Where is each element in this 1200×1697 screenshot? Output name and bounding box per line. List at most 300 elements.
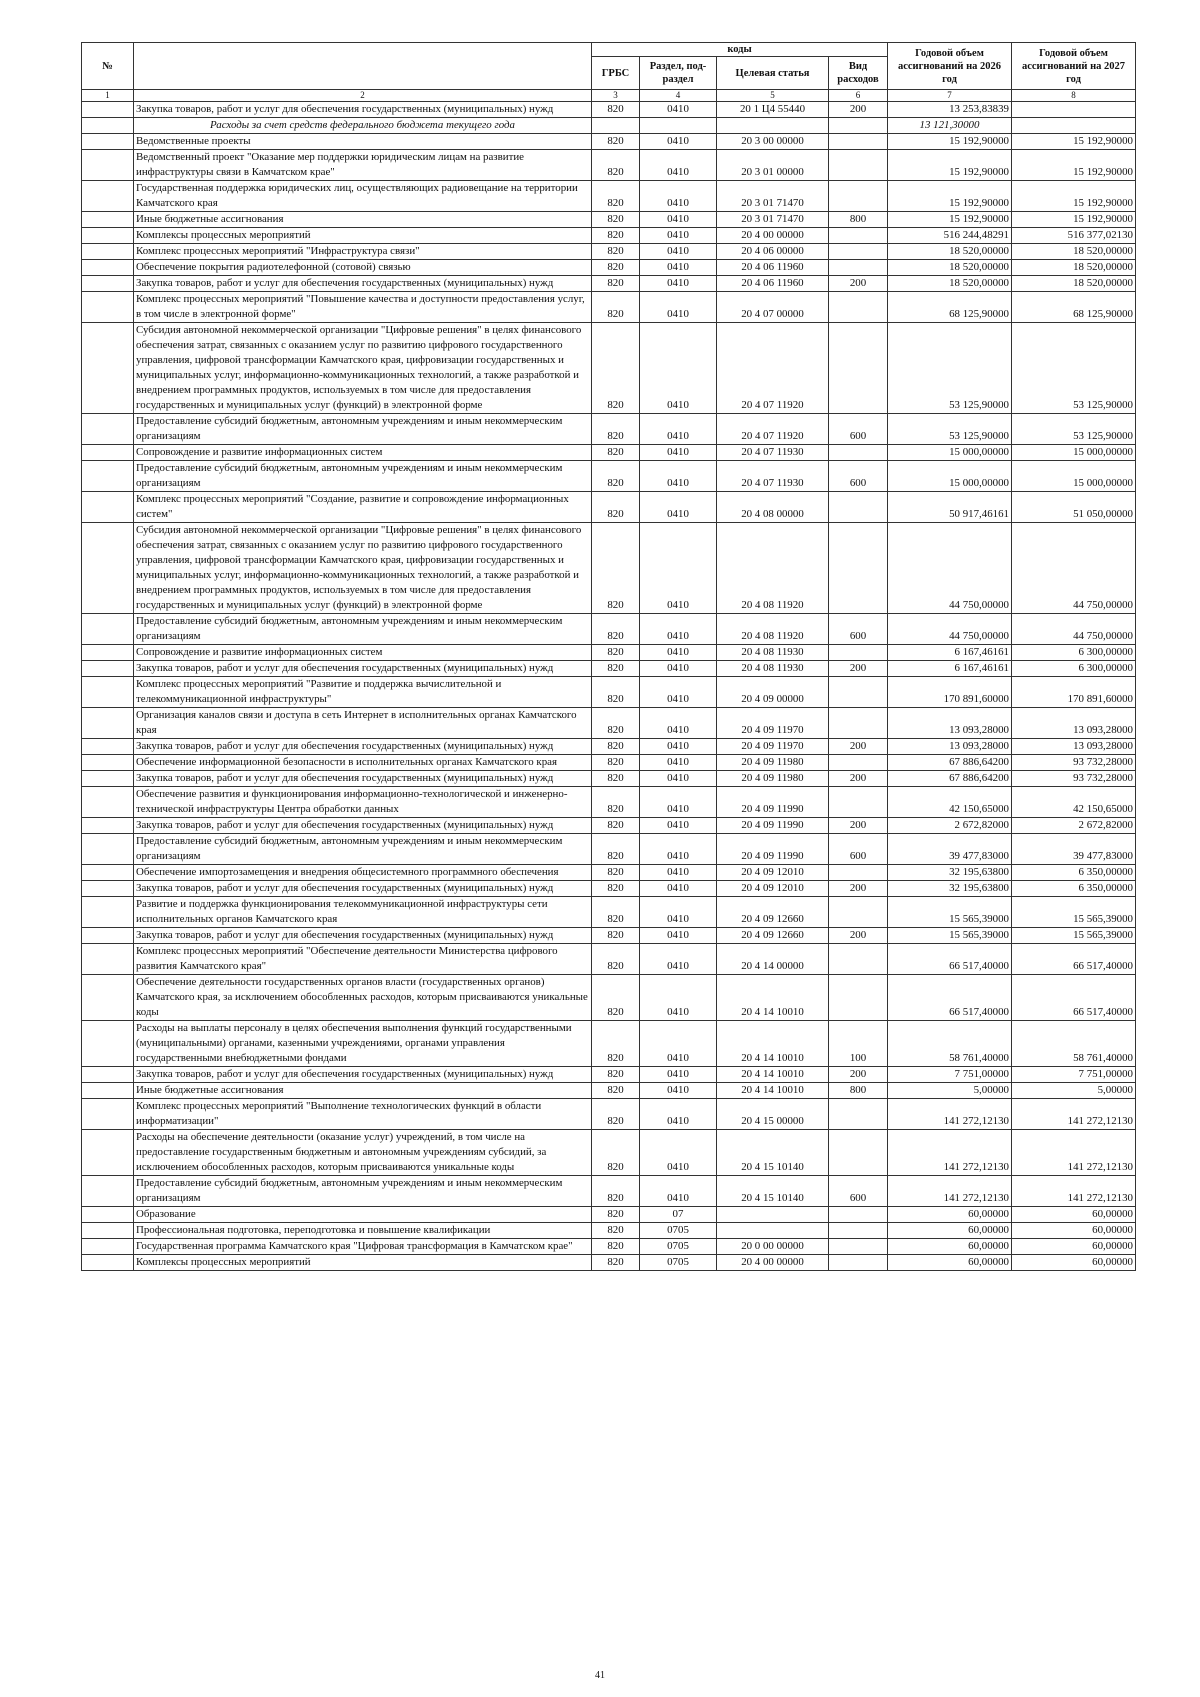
row-vid — [829, 492, 888, 523]
table-row — [82, 134, 1136, 150]
row-razdel: 0410 — [640, 1083, 717, 1099]
row-tselevaya: 20 4 14 10010 — [717, 1067, 829, 1083]
row-number-cell — [82, 771, 134, 787]
row-amount-2026: 170 891,60000 — [888, 677, 1012, 708]
row-vid — [829, 944, 888, 975]
row-amount-2026: 66 517,40000 — [888, 944, 1012, 975]
row-razdel: 0410 — [640, 771, 717, 787]
row-amount-2026: 141 272,12130 — [888, 1099, 1012, 1130]
table-row — [82, 276, 1136, 292]
row-grbs: 820 — [592, 212, 640, 228]
row-amount-2027: 170 891,60000 — [1012, 677, 1136, 708]
row-tselevaya: 20 4 14 10010 — [717, 1083, 829, 1099]
row-tselevaya: 20 4 14 10010 — [717, 975, 829, 1021]
row-amount-2027 — [1012, 118, 1136, 134]
row-tselevaya: 20 4 07 11930 — [717, 445, 829, 461]
row-amount-2027: 5,00000 — [1012, 1083, 1136, 1099]
row-amount-2027: 7 751,00000 — [1012, 1067, 1136, 1083]
row-grbs: 820 — [592, 818, 640, 834]
row-number-cell — [82, 523, 134, 614]
row-tselevaya: 20 4 08 11930 — [717, 661, 829, 677]
row-name: Расходы на обеспечение деятельности (оказание услуг) учреждений, в том числе на предоставление государственным бюджетным и автономным учреждениям субсидий, за исключением обособленных расходов, которым присваиваются уникальные коды — [134, 1130, 592, 1176]
row-amount-2027: 141 272,12130 — [1012, 1130, 1136, 1176]
row-amount-2027: 15 192,90000 — [1012, 134, 1136, 150]
row-name: Обеспечение деятельности государственных органов власти (государственных органов) Камчатского края, за исключением обособленных расходов, которым присваиваются уникальные коды — [134, 975, 592, 1021]
row-razdel: 0410 — [640, 523, 717, 614]
row-vid — [829, 1130, 888, 1176]
row-tselevaya — [717, 118, 829, 134]
row-number-cell — [82, 739, 134, 755]
table-row — [82, 944, 1136, 975]
row-amount-2027: 18 520,00000 — [1012, 260, 1136, 276]
row-vid: 600 — [829, 834, 888, 865]
row-vid — [829, 1223, 888, 1239]
row-name: Закупка товаров, работ и услуг для обеспечения государственных (муниципальных) нужд — [134, 818, 592, 834]
row-name: Закупка товаров, работ и услуг для обеспечения государственных (муниципальных) нужд — [134, 661, 592, 677]
row-number-cell — [82, 118, 134, 134]
row-tselevaya: 20 4 07 11920 — [717, 323, 829, 414]
row-tselevaya: 20 4 09 12010 — [717, 865, 829, 881]
row-name: Иные бюджетные ассигнования — [134, 1083, 592, 1099]
row-grbs: 820 — [592, 1099, 640, 1130]
row-tselevaya: 20 4 09 11970 — [717, 708, 829, 739]
row-name: Предоставление субсидий бюджетным, автономным учреждениям и иным некоммерческим организациям — [134, 614, 592, 645]
row-amount-2027: 516 377,02130 — [1012, 228, 1136, 244]
table-row — [82, 1255, 1136, 1271]
table-row — [82, 260, 1136, 276]
row-amount-2027: 66 517,40000 — [1012, 944, 1136, 975]
column-number-row — [82, 90, 1136, 102]
row-number-cell — [82, 1176, 134, 1207]
row-grbs: 820 — [592, 134, 640, 150]
row-grbs: 820 — [592, 1176, 640, 1207]
row-name: Профессиональная подготовка, переподготовка и повышение квалификации — [134, 1223, 592, 1239]
row-tselevaya: 20 3 01 00000 — [717, 150, 829, 181]
header-razdel: Раздел, под-раздел — [640, 57, 717, 90]
row-name: Закупка товаров, работ и услуг для обеспечения государственных (муниципальных) нужд — [134, 881, 592, 897]
row-amount-2026: 15 192,90000 — [888, 150, 1012, 181]
row-grbs: 820 — [592, 414, 640, 445]
row-name: Закупка товаров, работ и услуг для обеспечения государственных (муниципальных) нужд — [134, 1067, 592, 1083]
table-row — [82, 1021, 1136, 1067]
row-amount-2026: 67 886,64200 — [888, 755, 1012, 771]
header-tselevaya: Целевая статья — [717, 57, 829, 90]
row-vid — [829, 1207, 888, 1223]
row-grbs: 820 — [592, 276, 640, 292]
table-row — [82, 181, 1136, 212]
row-amount-2027: 93 732,28000 — [1012, 771, 1136, 787]
row-number-cell — [82, 445, 134, 461]
row-grbs — [592, 118, 640, 134]
table-row — [82, 614, 1136, 645]
table-row — [82, 865, 1136, 881]
row-amount-2026: 18 520,00000 — [888, 244, 1012, 260]
row-tselevaya: 20 4 08 00000 — [717, 492, 829, 523]
row-tselevaya: 20 0 00 00000 — [717, 1239, 829, 1255]
row-name: Обеспечение развития и функционирования информационно-технологической и инженерно-технической инфраструктуры Центра обработки данных — [134, 787, 592, 818]
row-name: Закупка товаров, работ и услуг для обеспечения государственных (муниципальных) нужд — [134, 102, 592, 118]
row-amount-2027: 42 150,65000 — [1012, 787, 1136, 818]
header-grbs: ГРБС — [592, 57, 640, 90]
row-number-cell — [82, 323, 134, 414]
column-number: 2 — [134, 90, 592, 102]
row-name: Субсидия автономной некоммерческой организации "Цифровые решения" в целях финансового обеспечения затрат, связанных с оказанием услуг по развитию цифрового государственного управления, цифровой трансформации Камчатского края, цифровизации государственных и муниципальных услуг, информационно-коммуникационных технологий, а также разработкой и внедрением программных продуктов, используемых в том числе для предоставления государственных и муниципальных услуг (функций) в электронной форме — [134, 523, 592, 614]
row-grbs: 820 — [592, 1239, 640, 1255]
table-row — [82, 1130, 1136, 1176]
row-number-cell — [82, 897, 134, 928]
header-year-2026: Годовой объем ассигнований на 2026 год — [888, 43, 1012, 90]
table-row — [82, 1239, 1136, 1255]
row-vid — [829, 292, 888, 323]
table-row — [82, 881, 1136, 897]
column-number: 1 — [82, 90, 134, 102]
row-number-cell — [82, 818, 134, 834]
row-amount-2027: 6 350,00000 — [1012, 881, 1136, 897]
row-amount-2027: 39 477,83000 — [1012, 834, 1136, 865]
row-amount-2027: 2 672,82000 — [1012, 818, 1136, 834]
row-grbs: 820 — [592, 787, 640, 818]
row-vid: 200 — [829, 881, 888, 897]
row-name: Закупка товаров, работ и услуг для обеспечения государственных (муниципальных) нужд — [134, 276, 592, 292]
row-vid: 200 — [829, 276, 888, 292]
row-vid — [829, 260, 888, 276]
row-tselevaya: 20 4 07 00000 — [717, 292, 829, 323]
row-amount-2026: 15 565,39000 — [888, 897, 1012, 928]
row-amount-2027: 44 750,00000 — [1012, 523, 1136, 614]
row-number-cell — [82, 150, 134, 181]
row-amount-2026: 7 751,00000 — [888, 1067, 1012, 1083]
row-razdel: 0410 — [640, 1130, 717, 1176]
row-amount-2027: 6 300,00000 — [1012, 645, 1136, 661]
row-grbs: 820 — [592, 181, 640, 212]
row-grbs: 820 — [592, 323, 640, 414]
row-amount-2027: 13 093,28000 — [1012, 739, 1136, 755]
row-grbs: 820 — [592, 739, 640, 755]
row-name: Комплексы процессных мероприятий — [134, 1255, 592, 1271]
row-amount-2026: 13 093,28000 — [888, 708, 1012, 739]
row-grbs: 820 — [592, 1255, 640, 1271]
column-number: 8 — [1012, 90, 1136, 102]
row-grbs: 820 — [592, 150, 640, 181]
row-vid — [829, 228, 888, 244]
row-tselevaya: 20 4 14 10010 — [717, 1021, 829, 1067]
row-razdel: 0410 — [640, 865, 717, 881]
row-name: Комплексы процессных мероприятий — [134, 228, 592, 244]
row-tselevaya: 20 4 09 11980 — [717, 771, 829, 787]
row-tselevaya: 20 4 09 11990 — [717, 818, 829, 834]
row-amount-2027: 15 192,90000 — [1012, 150, 1136, 181]
row-vid: 200 — [829, 1067, 888, 1083]
row-tselevaya: 20 3 01 71470 — [717, 181, 829, 212]
row-amount-2026: 60,00000 — [888, 1223, 1012, 1239]
row-number-cell — [82, 614, 134, 645]
row-grbs: 820 — [592, 897, 640, 928]
table-row — [82, 1176, 1136, 1207]
row-number-cell — [82, 661, 134, 677]
row-number-cell — [82, 292, 134, 323]
row-razdel: 0410 — [640, 975, 717, 1021]
table-row — [82, 975, 1136, 1021]
row-number-cell — [82, 244, 134, 260]
row-amount-2027: 68 125,90000 — [1012, 292, 1136, 323]
row-tselevaya: 20 4 14 00000 — [717, 944, 829, 975]
row-amount-2026: 13 121,30000 — [888, 118, 1012, 134]
row-grbs: 820 — [592, 102, 640, 118]
row-number-cell — [82, 755, 134, 771]
table-row — [82, 228, 1136, 244]
row-razdel: 0410 — [640, 614, 717, 645]
row-razdel: 0410 — [640, 818, 717, 834]
row-name: Сопровождение и развитие информационных систем — [134, 645, 592, 661]
row-razdel: 0410 — [640, 881, 717, 897]
table-row — [82, 1223, 1136, 1239]
row-amount-2027: 58 761,40000 — [1012, 1021, 1136, 1067]
row-tselevaya: 20 4 09 12660 — [717, 897, 829, 928]
row-grbs: 820 — [592, 928, 640, 944]
row-amount-2026: 42 150,65000 — [888, 787, 1012, 818]
row-razdel: 0410 — [640, 1176, 717, 1207]
table-row — [82, 445, 1136, 461]
row-grbs: 820 — [592, 461, 640, 492]
row-amount-2026: 5,00000 — [888, 1083, 1012, 1099]
row-grbs: 820 — [592, 677, 640, 708]
row-amount-2027 — [1012, 102, 1136, 118]
row-amount-2027: 51 050,00000 — [1012, 492, 1136, 523]
row-razdel: 0410 — [640, 260, 717, 276]
row-name: Субсидия автономной некоммерческой организации "Цифровые решения" в целях финансового обеспечения затрат, связанных с оказанием услуг по развитию цифрового государственного управления, цифровой трансформации Камчатского края, цифровизации государственных и муниципальных услуг, информационно-коммуникационных технологий, а также разработкой и внедрением программных продуктов, используемых в том числе для предоставления государственных и муниципальных услуг (функций) в электронной форме — [134, 323, 592, 414]
row-tselevaya: 20 1 Ц4 55440 — [717, 102, 829, 118]
row-number-cell — [82, 975, 134, 1021]
table-row — [82, 1207, 1136, 1223]
row-vid: 600 — [829, 614, 888, 645]
row-amount-2026: 60,00000 — [888, 1255, 1012, 1271]
row-amount-2026: 15 192,90000 — [888, 181, 1012, 212]
row-name: Сопровождение и развитие информационных систем — [134, 445, 592, 461]
row-name: Закупка товаров, работ и услуг для обеспечения государственных (муниципальных) нужд — [134, 771, 592, 787]
row-vid — [829, 118, 888, 134]
row-razdel: 0410 — [640, 645, 717, 661]
row-grbs: 820 — [592, 1021, 640, 1067]
table-row — [82, 928, 1136, 944]
table-row — [82, 755, 1136, 771]
row-amount-2026: 39 477,83000 — [888, 834, 1012, 865]
table-row — [82, 323, 1136, 414]
row-number-cell — [82, 645, 134, 661]
row-tselevaya: 20 4 07 11930 — [717, 461, 829, 492]
row-number-cell — [82, 181, 134, 212]
row-vid — [829, 1239, 888, 1255]
row-grbs: 820 — [592, 445, 640, 461]
row-vid — [829, 787, 888, 818]
row-amount-2027: 15 565,39000 — [1012, 897, 1136, 928]
row-vid — [829, 708, 888, 739]
row-vid: 600 — [829, 1176, 888, 1207]
row-tselevaya: 20 4 00 00000 — [717, 1255, 829, 1271]
row-tselevaya — [717, 1207, 829, 1223]
row-amount-2026: 44 750,00000 — [888, 614, 1012, 645]
table-row — [82, 414, 1136, 445]
row-amount-2026: 13 253,83839 — [888, 102, 1012, 118]
row-razdel: 0410 — [640, 414, 717, 445]
header-name — [134, 43, 592, 90]
row-amount-2026: 141 272,12130 — [888, 1130, 1012, 1176]
table-row — [82, 292, 1136, 323]
row-number-cell — [82, 1223, 134, 1239]
row-vid — [829, 975, 888, 1021]
column-number: 7 — [888, 90, 1012, 102]
table-row — [82, 787, 1136, 818]
row-grbs: 820 — [592, 865, 640, 881]
row-amount-2027: 60,00000 — [1012, 1239, 1136, 1255]
row-vid — [829, 445, 888, 461]
row-razdel: 0410 — [640, 787, 717, 818]
row-razdel: 0410 — [640, 461, 717, 492]
row-name: Комплекс процессных мероприятий "Повышение качества и доступности предоставления услуг, в том числе в электронной форме" — [134, 292, 592, 323]
row-amount-2026: 53 125,90000 — [888, 414, 1012, 445]
row-vid — [829, 523, 888, 614]
row-number-cell — [82, 102, 134, 118]
row-number-cell — [82, 928, 134, 944]
row-tselevaya: 20 4 06 00000 — [717, 244, 829, 260]
table-row — [82, 212, 1136, 228]
row-amount-2026: 516 244,48291 — [888, 228, 1012, 244]
row-tselevaya: 20 4 09 11990 — [717, 834, 829, 865]
row-number-cell — [82, 677, 134, 708]
row-name: Комплекс процессных мероприятий "Развитие и поддержка вычислительной и телекоммуникационной инфраструктуры" — [134, 677, 592, 708]
row-razdel: 0410 — [640, 661, 717, 677]
row-tselevaya: 20 4 06 11960 — [717, 260, 829, 276]
row-name: Закупка товаров, работ и услуг для обеспечения государственных (муниципальных) нужд — [134, 928, 592, 944]
row-name: Организация каналов связи и доступа в сеть Интернет в исполнительных органах Камчатского края — [134, 708, 592, 739]
header-row-1 — [82, 43, 1136, 57]
row-razdel: 0410 — [640, 1067, 717, 1083]
row-number-cell — [82, 1130, 134, 1176]
row-amount-2026: 50 917,46161 — [888, 492, 1012, 523]
row-razdel: 0410 — [640, 212, 717, 228]
row-amount-2027: 18 520,00000 — [1012, 276, 1136, 292]
row-grbs: 820 — [592, 1130, 640, 1176]
row-amount-2027: 141 272,12130 — [1012, 1176, 1136, 1207]
row-razdel: 0410 — [640, 928, 717, 944]
row-tselevaya: 20 3 00 00000 — [717, 134, 829, 150]
row-amount-2026: 6 167,46161 — [888, 645, 1012, 661]
row-tselevaya: 20 4 15 10140 — [717, 1130, 829, 1176]
row-razdel — [640, 118, 717, 134]
row-amount-2026: 2 672,82000 — [888, 818, 1012, 834]
row-number-cell — [82, 1083, 134, 1099]
row-tselevaya: 20 4 00 00000 — [717, 228, 829, 244]
row-vid: 200 — [829, 928, 888, 944]
row-razdel: 0410 — [640, 708, 717, 739]
row-amount-2027: 15 192,90000 — [1012, 212, 1136, 228]
table-row — [82, 677, 1136, 708]
row-number-cell — [82, 1207, 134, 1223]
row-number-cell — [82, 881, 134, 897]
row-amount-2027: 53 125,90000 — [1012, 323, 1136, 414]
row-name: Обеспечение покрытия радиотелефонной (сотовой) связью — [134, 260, 592, 276]
row-vid — [829, 1255, 888, 1271]
row-grbs: 820 — [592, 260, 640, 276]
row-amount-2026: 67 886,64200 — [888, 771, 1012, 787]
row-amount-2026: 68 125,90000 — [888, 292, 1012, 323]
row-razdel: 0410 — [640, 292, 717, 323]
row-vid — [829, 645, 888, 661]
column-number: 6 — [829, 90, 888, 102]
row-vid: 800 — [829, 212, 888, 228]
row-number-cell — [82, 260, 134, 276]
column-number: 5 — [717, 90, 829, 102]
header-year-2027: Годовой объем ассигнований на 2027 год — [1012, 43, 1136, 90]
table-row — [82, 739, 1136, 755]
row-grbs: 820 — [592, 1207, 640, 1223]
table-row — [82, 708, 1136, 739]
row-grbs: 820 — [592, 292, 640, 323]
row-grbs: 820 — [592, 755, 640, 771]
row-name: Предоставление субсидий бюджетным, автономным учреждениям и иным некоммерческим организациям — [134, 461, 592, 492]
row-vid: 600 — [829, 414, 888, 445]
row-amount-2026: 32 195,63800 — [888, 881, 1012, 897]
row-number-cell — [82, 1255, 134, 1271]
row-razdel: 0410 — [640, 755, 717, 771]
row-vid: 100 — [829, 1021, 888, 1067]
row-vid: 200 — [829, 771, 888, 787]
row-amount-2026: 18 520,00000 — [888, 276, 1012, 292]
table-row — [82, 834, 1136, 865]
row-vid — [829, 244, 888, 260]
row-grbs: 820 — [592, 975, 640, 1021]
row-name: Предоставление субсидий бюджетным, автономным учреждениям и иным некоммерческим организациям — [134, 1176, 592, 1207]
row-number-cell — [82, 1239, 134, 1255]
table-row — [82, 1067, 1136, 1083]
table-row — [82, 1099, 1136, 1130]
table-row — [82, 492, 1136, 523]
row-amount-2026: 6 167,46161 — [888, 661, 1012, 677]
row-name: Ведомственные проекты — [134, 134, 592, 150]
row-tselevaya: 20 4 09 11970 — [717, 739, 829, 755]
row-razdel: 0410 — [640, 944, 717, 975]
row-razdel: 0410 — [640, 150, 717, 181]
row-vid — [829, 897, 888, 928]
table-row — [82, 461, 1136, 492]
table-row — [82, 150, 1136, 181]
row-name: Комплекс процессных мероприятий "Инфраструктура связи" — [134, 244, 592, 260]
row-grbs: 820 — [592, 944, 640, 975]
row-amount-2026: 15 000,00000 — [888, 445, 1012, 461]
row-tselevaya: 20 4 15 10140 — [717, 1176, 829, 1207]
row-name: Комплекс процессных мероприятий "Выполнение технологических функций в области информатизации" — [134, 1099, 592, 1130]
row-number-cell — [82, 414, 134, 445]
row-vid — [829, 755, 888, 771]
row-name: Ведомственный проект "Оказание мер поддержки юридическим лицам на развитие инфраструктуры связи в Камчатском крае" — [134, 150, 592, 181]
row-tselevaya: 20 4 08 11920 — [717, 614, 829, 645]
row-razdel: 0410 — [640, 677, 717, 708]
row-amount-2026: 44 750,00000 — [888, 523, 1012, 614]
row-grbs: 820 — [592, 228, 640, 244]
row-tselevaya: 20 4 06 11960 — [717, 276, 829, 292]
row-grbs: 820 — [592, 1067, 640, 1083]
table-row — [82, 118, 1136, 134]
row-amount-2026: 32 195,63800 — [888, 865, 1012, 881]
column-number: 3 — [592, 90, 640, 102]
row-amount-2026: 53 125,90000 — [888, 323, 1012, 414]
row-grbs: 820 — [592, 771, 640, 787]
row-amount-2026: 58 761,40000 — [888, 1021, 1012, 1067]
row-tselevaya: 20 4 09 00000 — [717, 677, 829, 708]
row-name: Закупка товаров, работ и услуг для обеспечения государственных (муниципальных) нужд — [134, 739, 592, 755]
row-name: Государственная поддержка юридических лиц, осуществляющих радиовещание на территории Камчатского края — [134, 181, 592, 212]
row-tselevaya: 20 3 01 71470 — [717, 212, 829, 228]
row-name: Предоставление субсидий бюджетным, автономным учреждениям и иным некоммерческим организациям — [134, 834, 592, 865]
